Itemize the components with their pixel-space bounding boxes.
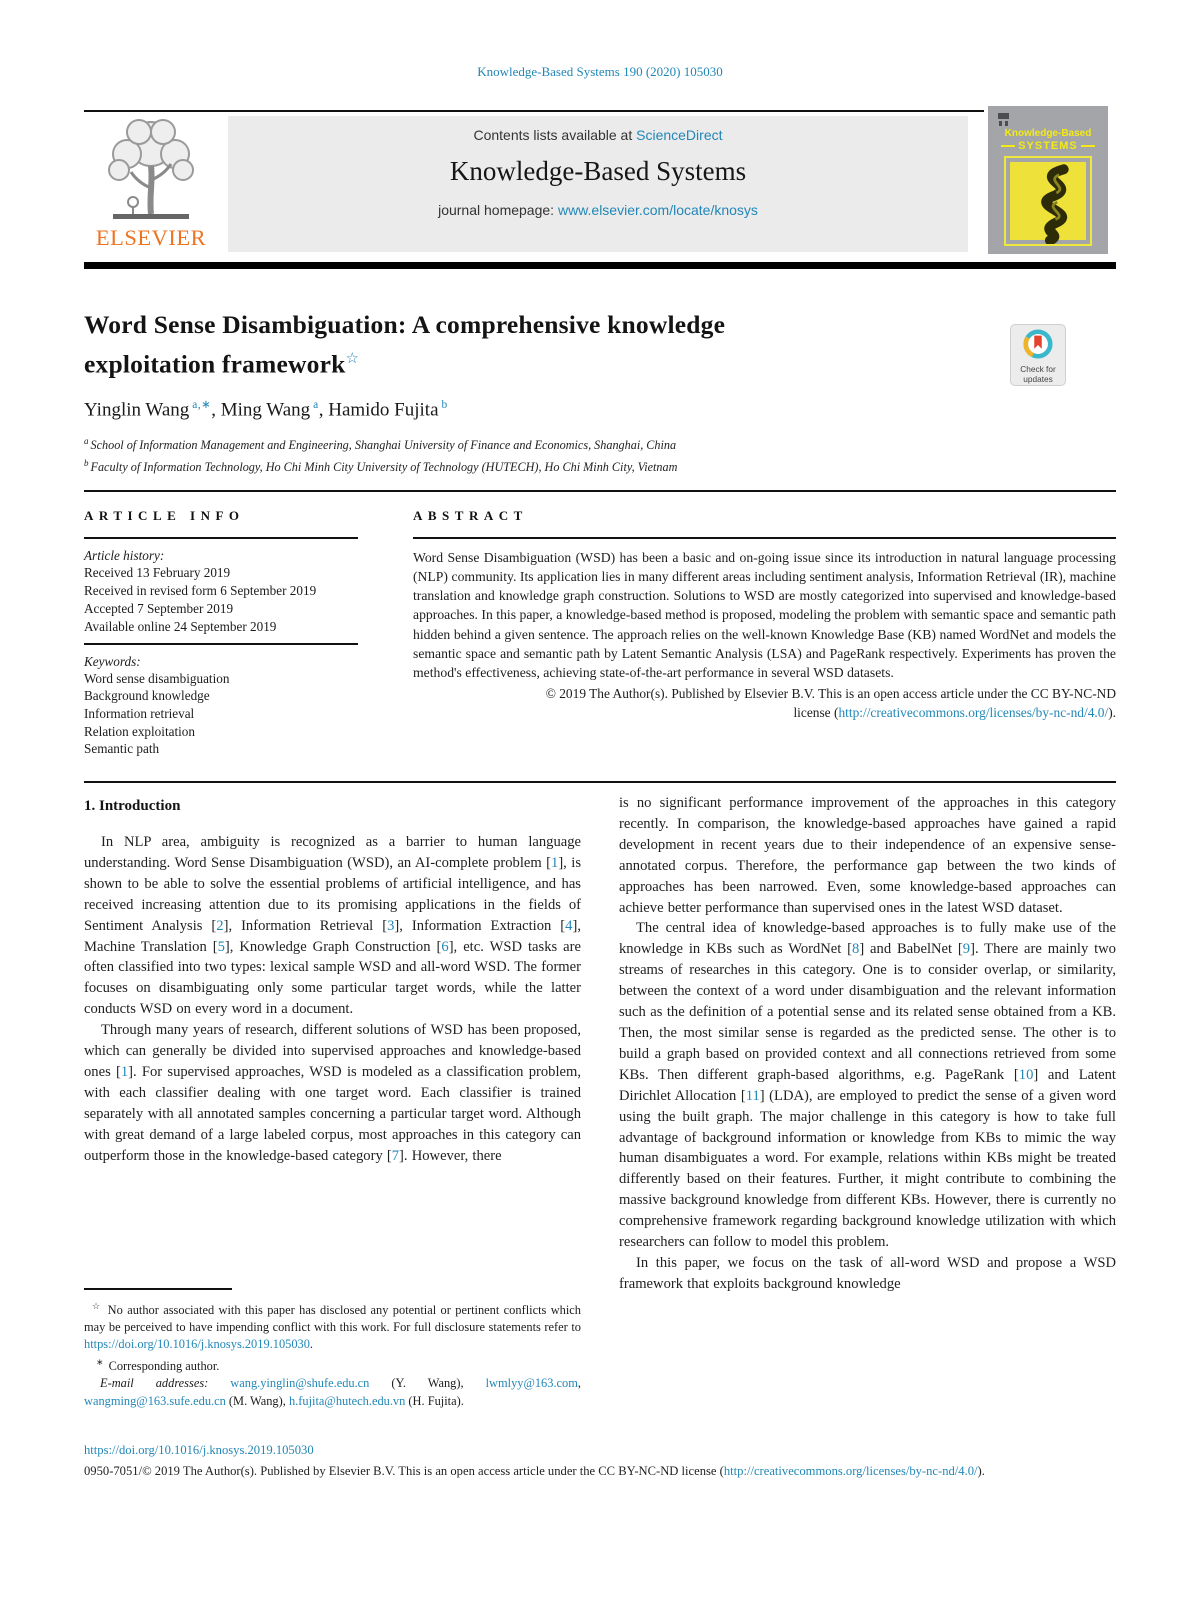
- text-link[interactable]: https://doi.org/10.1016/j.knosys.2019.105030: [84, 1337, 310, 1352]
- corresponding-author-footnote: ∗ Corresponding author.: [96, 1356, 220, 1373]
- citation-ref[interactable]: 6: [441, 938, 449, 955]
- text-link[interactable]: http://creativecommons.org/licenses/by-nc-nd/4.0/: [723, 1464, 978, 1478]
- author-affiliation-sup: b: [441, 399, 448, 411]
- keyword-item: Background knowledge: [84, 688, 210, 704]
- text-link[interactable]: lwmlyy@163.com: [485, 1376, 578, 1391]
- citation-ref[interactable]: 11: [745, 1087, 760, 1104]
- emphasis-text: E-mail addresses:: [100, 1376, 231, 1391]
- history-item: Accepted 7 September 2019: [84, 600, 234, 616]
- check-badge-label: Check for updates: [1020, 364, 1056, 384]
- contents-line: Contents lists available at ScienceDirect: [473, 127, 723, 143]
- abstract-text: Word Sense Disambiguation (WSD) has been a basic and on-going issue since its introduction in natural language processing (NLP) community. Its application lies in many different areas including sentiment analysis, Information Retrieval (IR), machine translation and knowledge graph construction. Solutions to WSD are mostly categorized into supervised and knowledge-based approaches. In this paper, a knowledge-based method is proposed, modeling the problem with semantic space and semantic path hidden behind a given sentence. The approach relies on the well-known Knowledge Base (KB) named WordNet and models the semantic space and semantic path by Latent Semantic Analysis (LSA) and PageRank respectively. Experiments has proven the method's effectiveness, achieving state-of-the-art performance in several WSD datasets.: [413, 549, 1116, 681]
- keyword-item: Word sense disambiguation: [84, 670, 230, 686]
- history-item: Received 13 February 2019: [84, 564, 231, 580]
- body-column-left: [84, 798, 581, 1167]
- abstract-license: license (http://creativecommons.org/licenses/by-nc-nd/4.0/).: [793, 704, 1116, 720]
- abstract-heading: ABSTRACT: [413, 508, 528, 523]
- check-for-updates-badge[interactable]: [1010, 324, 1066, 386]
- author-list: Yinglin Wang $^{a,∗}$, Ming Wang $^a$, Hamido Fujita $^b$: [84, 399, 448, 421]
- affiliation-a: $^a$ School of Information Management and Engineering, Shanghai University of Finance and Economics, Shanghai, China: [84, 436, 677, 453]
- history-item: Available online 24 September 2019: [84, 619, 277, 635]
- doi-link[interactable]: https://doi.org/10.1016/j.knosys.2019.105030: [84, 1443, 314, 1457]
- body-column-right: [619, 793, 1116, 1295]
- header-rule: [84, 110, 984, 112]
- author-affiliation-sup: a,∗: [192, 399, 212, 411]
- text-link[interactable]: h.fujita@hutech.edu.vn: [288, 1393, 406, 1408]
- affiliations: [84, 433, 677, 476]
- keyword-item: Information retrieval: [84, 706, 195, 721]
- affiliation-b: $^b$ Faculty of Information Technology, Ho Chi Minh City University of Technology (HUTECH), Ho Chi Minh City, Vietnam: [84, 457, 678, 474]
- keywords-label: Keywords:: [84, 653, 141, 669]
- cover-frame: [1004, 156, 1092, 246]
- text-link[interactable]: ScienceDirect: [636, 127, 723, 143]
- info-top-rule: [84, 490, 1116, 492]
- paragraph: The central idea of knowledge-based approaches is to fully make use of the knowledge in KBs such as WordNet [8] and BabelNet [9]. There are mainly two streams of researches in this category. One is to consider overlap, or similarity, between the context of a word under disambiguation and the relevant information such as the definition of a potential sense and its related sense obtained from a KB. Then, the most similar sense is regarded as the predicted sense. The other is to build a graph based on provided context and all connections retrieved from some KBs. Then different graph-based algorithms, e.g. PageRank [10] and Latent Dirichlet Allocation [11] (LDA), are employed to predict the sense of a given word using the built graph. The major challenge in this category is how to take full advantage of background information or knowledge from KBs to mimic the way human disambiguates a word. For example, relations within KBs might be treated differently based on their features. Further, it might contribute to combining the massive background knowledge from different KBs. However, there is currently no comprehensive framework regarding background knowledge utilization with which researchers can follow to model this problem.: [619, 920, 1117, 1251]
- separator-bar: [84, 262, 1116, 269]
- paragraph: Through many years of research, different solutions of WSD has been proposed, which can generally be divided into supervised approaches and knowledge-based ones [1]. For supervised approaches, WSD is modeled as a classification problem, with each classifier dealing with one target word. Each classifier is trained separately with all annotated samples concerning a particular target word. Although with great demand of a large labeled corpus, most approaches in this category can outperform those in the knowledge-based category [7]. However, there: [84, 1022, 581, 1164]
- author-affiliation-sup: a: [313, 399, 319, 411]
- journal-title: Knowledge-Based Systems: [449, 156, 747, 186]
- cover-title-line1: Knowledge-Based: [1004, 128, 1092, 139]
- paragraph: is no significant performance improvement of the approaches in this category recently. In comparison, the knowledge-based approaches have gained a rapid development in recent years due to their independence of an expensive sense-annotated corpus. Therefore, the performance gap between the two kinds of approaches has been narrowed. Even, some knowledge-based approaches can achieve better performance than supervised ones in the latest WSD dataset.: [619, 795, 1116, 916]
- article-title: Word Sense Disambiguation: A comprehensive knowledge exploitation framework☆: [84, 310, 726, 379]
- journal-cover-thumbnail: [988, 106, 1108, 254]
- citation-ref[interactable]: 7: [391, 1147, 400, 1164]
- journal-reference: Knowledge-Based Systems 190 (2020) 105030: [477, 64, 723, 79]
- citation-ref[interactable]: 3: [387, 917, 395, 934]
- text-link[interactable]: wangming@163.sufe.edu.cn: [84, 1393, 226, 1408]
- footnote-marker: ☆: [92, 1300, 102, 1311]
- cover-dash-left: [1001, 145, 1015, 147]
- homepage-line: journal homepage: www.elsevier.com/locate/knosys: [438, 202, 758, 218]
- keyword-item: Semantic path: [84, 741, 160, 757]
- page-footer: [84, 1440, 1116, 1482]
- abstract-column: [413, 508, 1116, 722]
- footnote-rule: [84, 1288, 232, 1290]
- cover-dash-right: [1081, 145, 1095, 147]
- citation-ref[interactable]: 4: [565, 917, 573, 934]
- citation-ref[interactable]: 10: [1018, 1066, 1034, 1083]
- elsevier-tree-icon: [91, 209, 211, 226]
- paragraph: In NLP area, ambiguity is recognized as a barrier to human language understanding. Word Sense Disambiguation (WSD), an AI-complete problem [1], is shown to be able to solve the essential problems of artificial intelligence, and has received increasing attention due to its promising applications in the fields of Sentiment Analysis [2], Information Retrieval [3], Information Extraction [4], Machine Translation [5], Knowledge Graph Construction [6], etc. WSD tasks are often classified into two types: lexical sample WSD and all-word WSD. The former focuses on disambiguating only some particular target words, while the latter conducts WSD on every word in a document.: [84, 834, 582, 1018]
- abstract-heading-rule: [413, 537, 1116, 539]
- cover-art: [1010, 162, 1086, 240]
- text-link[interactable]: http://creativecommons.org/licenses/by-nc-nd/4.0/: [838, 704, 1109, 720]
- section-heading-introduction: 1. Introduction: [84, 798, 181, 814]
- text-link[interactable]: wang.yinglin@shufe.edu.cn: [230, 1376, 370, 1391]
- article-info-heading: ARTICLE INFO: [84, 508, 245, 523]
- title-footnote-mark[interactable]: ☆: [345, 351, 359, 367]
- citation-ref[interactable]: 9: [962, 941, 971, 958]
- text-link[interactable]: www.elsevier.com/locate/knosys: [557, 202, 758, 218]
- footnote-marker: ∗: [96, 1356, 104, 1367]
- abstract-bottom-rule: [84, 781, 1116, 783]
- paragraph: In this paper, we focus on the task of all-word WSD and propose a WSD framework that exploits background knowledge: [619, 1254, 1116, 1292]
- elsevier-wordmark: ELSEVIER: [95, 225, 207, 250]
- keywords-rule: [84, 643, 358, 645]
- citation-ref[interactable]: 8: [852, 941, 860, 958]
- cover-crest-icon: [997, 112, 1010, 127]
- keyword-item: Relation exploitation: [84, 723, 195, 739]
- citation-ref[interactable]: 5: [217, 938, 225, 955]
- conflict-footnote: ☆ No author associated with this paper has disclosed any potential or pertinent conflicts which may be perceived to have impending conflict with this work. For full disclosure statements refer to https://doi.org/10.1016/j.knosys.2019.105030.: [84, 1300, 582, 1352]
- email-addresses-footnote: E-mail addresses: wang.yinglin@shufe.edu.cn (Y. Wang), lwmlyy@163.com, wangming@163.sufe.edu.cn (M. Wang), h.fujita@hutech.edu.vn (H. Fujita).: [84, 1376, 581, 1408]
- footnotes: [84, 1288, 581, 1410]
- article-info-column: [84, 508, 358, 758]
- crossmark-icon: [1023, 346, 1053, 363]
- citation-ref[interactable]: 2: [216, 917, 224, 934]
- issn-license-line: 0950-7051/© 2019 The Author(s). Published by Elsevier B.V. This is an open access article under the CC BY-NC-ND license (http://creativecommons.org/licenses/by-nc-nd/4.0/).: [84, 1464, 985, 1478]
- elsevier-logo: [84, 114, 218, 251]
- citation-ref[interactable]: 1: [551, 854, 559, 871]
- cover-title-line2: SYSTEMS: [988, 140, 1108, 152]
- journal-banner: [228, 116, 968, 252]
- article-info-heading-rule: [84, 537, 358, 539]
- history-item: Received in revised form 6 September 2019: [84, 582, 317, 598]
- citation-ref[interactable]: 1: [120, 1063, 129, 1080]
- history-label: Article history:: [84, 547, 165, 563]
- abstract-copyright: © 2019 The Author(s). Published by Elsevier B.V. This is an open access article under the CC BY-NC-ND: [545, 685, 1116, 701]
